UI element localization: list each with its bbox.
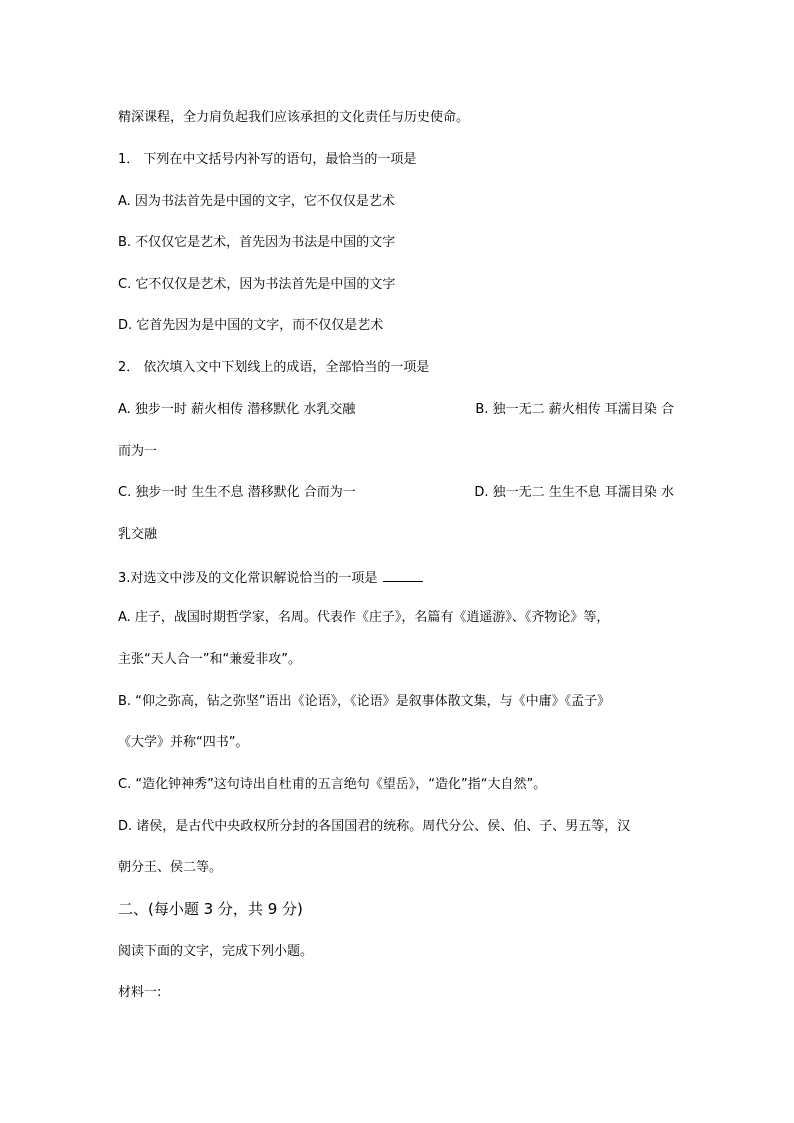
q1-option-b: B. 不仅仅它是艺术，首先因为书法是中国的文字 (118, 235, 396, 250)
q3-option-c: C. “造化钟神秀”这句诗出自杜甫的五言绝句《望岳》，“造化”指“大自然”。 (118, 777, 547, 792)
q2-option-c: C. 独步一时 生生不息 潜移默化 合而为一 (118, 485, 356, 500)
q3-option-d-cont: 朝分王、侯二等。 (118, 860, 223, 875)
q1-option-a: A. 因为书法首先是中国的文字，它不仅仅是艺术 (118, 194, 395, 209)
question-2: 2． 依次填入文中下划线上的成语，全部恰当的一项是 (118, 360, 430, 375)
q2-option-b: B. 独一无二 薪火相传 耳濡目染 合 (475, 402, 674, 417)
q2-option-d-cont: 乳交融 (118, 527, 158, 542)
question-1: 1． 下列在中文括号内补写的语句，最恰当的一项是 (118, 152, 417, 167)
question-3 (118, 567, 423, 589)
material-label: 材料一: (118, 985, 162, 1000)
answer-blank (383, 567, 423, 582)
paragraph-line: 精深课程，全力肩负起我们应该承担的文化责任与历史使命。 (118, 110, 470, 125)
q1-option-d: D. 它首先因为是中国的文字，而不仅仅是艺术 (118, 318, 384, 333)
q2-option-d: D. 独一无二 生生不息 耳濡目染 水 (474, 485, 674, 500)
q2-option-b-cont: 而为一 (118, 444, 158, 459)
q2-option-a: A. 独步一时 薪火相传 潜移默化 水乳交融 (118, 402, 356, 417)
section-heading: 二、(每小题 3 分，共 9 分) (118, 900, 303, 918)
q3-option-b-cont: 《大学》并称“四书”。 (118, 735, 249, 750)
q2-options-ab (118, 400, 674, 420)
q3-option-a-cont: 主张“天人合一”和“兼爱非攻”。 (118, 652, 301, 667)
q3-option-a: A. 庄子，战国时期哲学家，名周。代表作《庄子》，名篇有《逍遥游》、《齐物论》等， (118, 610, 610, 625)
question-3-text: 3.对选文中涉及的文化常识解说恰当的一项是 (118, 571, 378, 586)
q2-options-cd (118, 483, 674, 503)
q1-option-c: C. 它不仅仅是艺术，因为书法首先是中国的文字 (118, 277, 396, 292)
instructions: 阅读下面的文字，完成下列小题。 (118, 944, 314, 959)
q3-option-d: D. 诸侯，是古代中央政权所分封的各国国君的统称。周代分公、侯、伯、子、男五等，汉 (118, 819, 631, 834)
q3-option-b: B. “仰之弥高，钻之弥坚”语出《论语》，《论语》是叙事体散文集，与《中庸》《孟子》 (118, 694, 611, 709)
